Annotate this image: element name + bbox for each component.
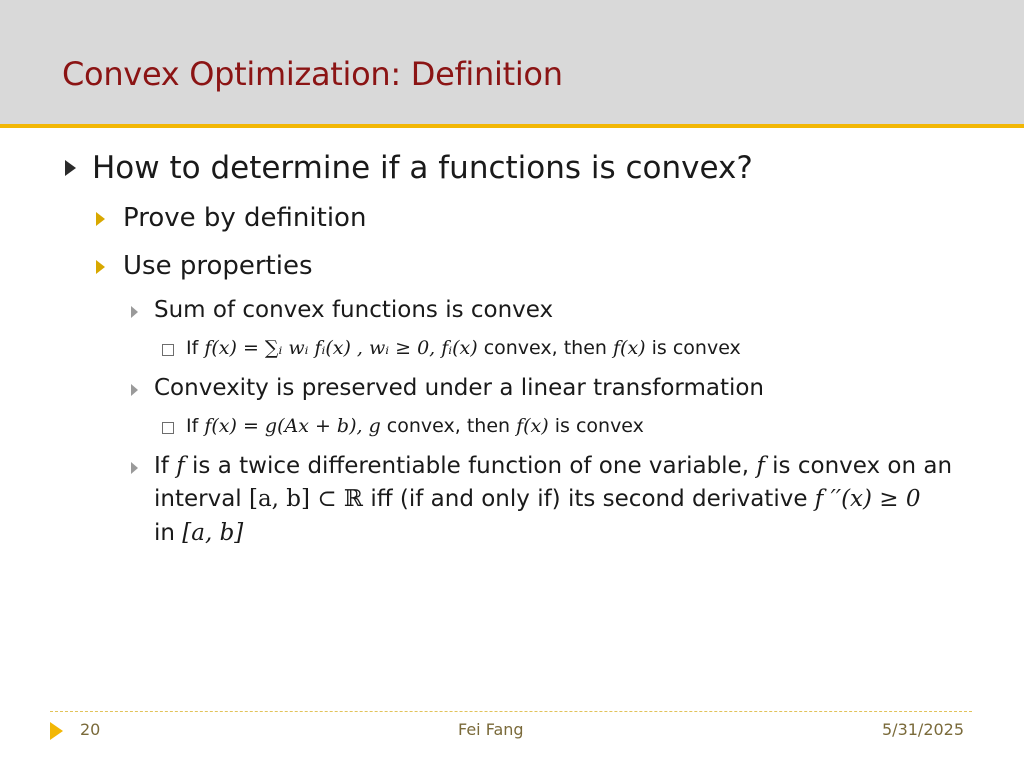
bullet-prove-by-definition: Prove by definition	[123, 203, 367, 233]
linear-formula: f(x) = g(Ax + b), g	[204, 415, 381, 437]
square-bullet-icon	[162, 344, 174, 356]
page-number: 20	[80, 720, 101, 739]
square-bullet-icon	[162, 422, 174, 434]
footer-date: 5/31/2025	[882, 720, 965, 739]
footer-divider	[50, 711, 972, 712]
bullet-use-properties: Use properties	[123, 251, 313, 281]
linear-condition: If f(x) = g(Ax + b), g convex, then f(x) is convex	[186, 415, 644, 437]
bullet-arrow-icon	[96, 260, 105, 274]
header-divider	[0, 124, 1024, 128]
bullet-linear-transformation: Convexity is preserved under a linear transformation	[154, 375, 765, 401]
bullet-sum-convex: Sum of convex functions is convex	[154, 297, 554, 323]
bullet-twice-differentiable-line3: in [a, b]	[154, 520, 244, 546]
bullet-arrow-icon	[65, 160, 76, 176]
bullet-arrow-icon	[96, 212, 105, 226]
footer-author: Fei Fang	[458, 720, 524, 739]
slide-title: Convex Optimization: Definition	[62, 55, 563, 93]
sum-condition: If f(x) = ∑ᵢ wᵢ fᵢ(x) , wᵢ ≥ 0, fᵢ(x) convex, then f(x) is convex	[186, 337, 741, 359]
bullet-twice-differentiable-line1: If f is a twice differentiable function of one variable, f is convex on an	[154, 453, 953, 479]
bullet-arrow-icon	[131, 462, 138, 474]
bullet-twice-differentiable-line2: interval [a, b] ⊂ ℝ iff (if and only if) its second derivative f ′′(x) ≥ 0	[154, 486, 921, 512]
bullet-arrow-icon	[131, 384, 138, 396]
sum-formula: f(x) = ∑ᵢ wᵢ fᵢ(x) , wᵢ ≥ 0, fᵢ(x)	[204, 337, 478, 359]
bullet-arrow-icon	[131, 306, 138, 318]
fx-math: f(x)	[516, 415, 549, 437]
footer-arrow-icon	[50, 722, 63, 740]
main-bullet: How to determine if a functions is convex?	[92, 150, 753, 186]
fx-math: f(x)	[613, 337, 646, 359]
